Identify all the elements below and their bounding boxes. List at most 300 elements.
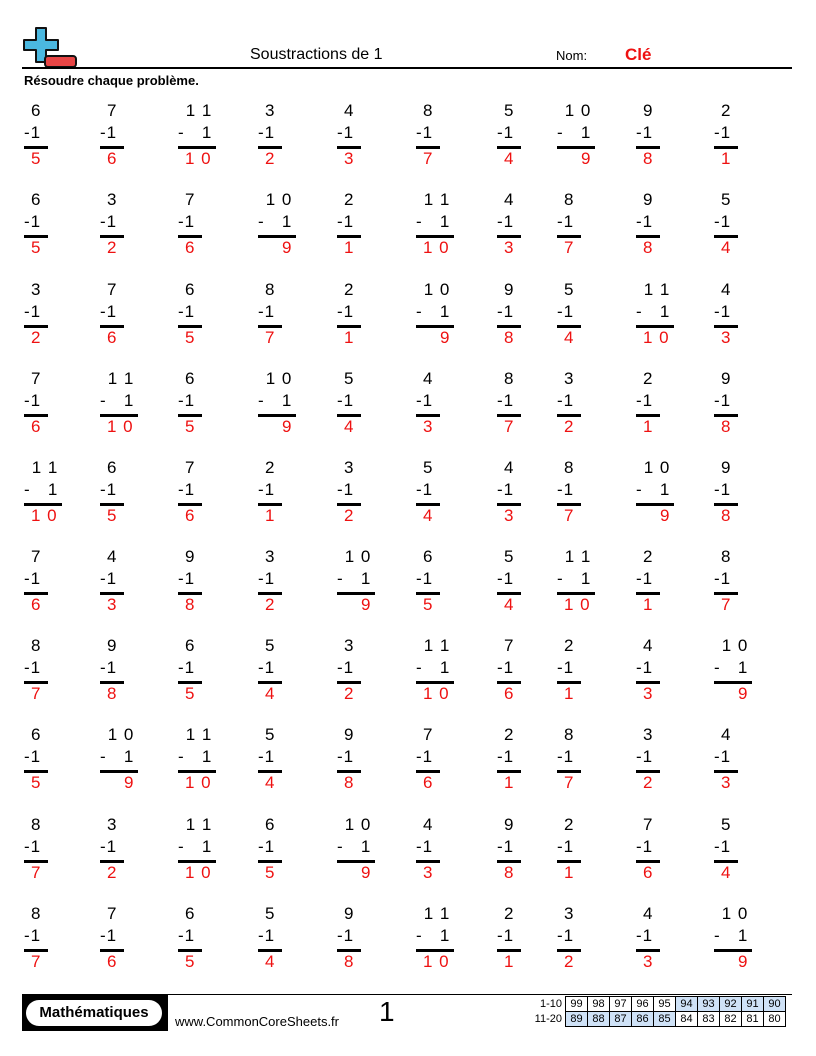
answer: 1 — [564, 863, 575, 882]
minuend: 1 0 — [102, 725, 135, 744]
score-cell: 93 — [698, 997, 720, 1012]
minuend: 1 1 — [418, 636, 451, 655]
minuend: 8 — [564, 458, 575, 477]
answer: 5 — [31, 149, 42, 168]
answer: 7 — [31, 952, 42, 971]
subtrahend: -1 — [557, 212, 575, 231]
subtrahend: - 1 — [100, 391, 135, 410]
minuend: 1 0 — [339, 815, 372, 834]
problem — [416, 815, 476, 893]
problem — [337, 190, 397, 268]
answer: 9 — [282, 238, 293, 257]
problem — [497, 280, 557, 358]
instructions: Résoudre chaque problème. — [24, 73, 199, 88]
subtrahend: -1 — [636, 569, 654, 588]
answer: 5 — [185, 417, 196, 436]
problem — [337, 725, 397, 803]
subtrahend: - 1 — [337, 837, 372, 856]
subtrahend: -1 — [337, 123, 355, 142]
answer: 2 — [31, 328, 42, 347]
answer: 5 — [107, 506, 118, 525]
minuend: 1 1 — [180, 815, 213, 834]
subtrahend: -1 — [636, 391, 654, 410]
answer: 1 — [265, 506, 276, 525]
problem — [636, 547, 696, 625]
problem — [636, 280, 696, 358]
minuend: 5 — [265, 725, 276, 744]
problem — [497, 547, 557, 625]
subtrahend: -1 — [100, 926, 118, 945]
subtrahend: -1 — [557, 837, 575, 856]
answer: 9 — [660, 506, 671, 525]
problem — [100, 904, 160, 982]
problem — [557, 904, 617, 982]
subtrahend: -1 — [497, 480, 515, 499]
answer: 2 — [564, 952, 575, 971]
subtrahend: -1 — [100, 837, 118, 856]
subtrahend: -1 — [178, 391, 196, 410]
problem — [557, 815, 617, 893]
problem — [497, 101, 557, 179]
score-cell: 84 — [676, 1012, 698, 1027]
subtrahend: -1 — [258, 123, 276, 142]
subtrahend: -1 — [497, 391, 515, 410]
subtrahend: - 1 — [557, 569, 592, 588]
minuend: 3 — [643, 725, 654, 744]
minuend: 4 — [504, 190, 515, 209]
minuend: 9 — [504, 815, 515, 834]
name-value: Clé — [625, 45, 652, 64]
subtrahend: -1 — [24, 569, 42, 588]
minuend: 3 — [107, 190, 118, 209]
problem — [337, 904, 397, 982]
score-cell: 88 — [588, 1012, 610, 1027]
minuend: 6 — [31, 101, 42, 120]
answer: 3 — [107, 595, 118, 614]
score-row — [524, 1012, 786, 1027]
answer: 1 — [344, 238, 355, 257]
minuend: 9 — [721, 458, 732, 477]
subtrahend: -1 — [178, 926, 196, 945]
answer: 3 — [721, 328, 732, 347]
minuend: 1 1 — [418, 190, 451, 209]
score-cell: 90 — [764, 997, 786, 1012]
subtrahend: -1 — [178, 302, 196, 321]
minuend: 1 1 — [180, 101, 213, 120]
problem — [24, 280, 84, 358]
subtrahend: - 1 — [178, 123, 213, 142]
minuend: 1 1 — [559, 547, 592, 566]
problem — [557, 547, 617, 625]
minuend: 6 — [185, 904, 196, 923]
problem — [714, 636, 774, 714]
problem — [258, 904, 318, 982]
problem — [636, 636, 696, 714]
problem — [24, 190, 84, 268]
subtrahend: -1 — [557, 480, 575, 499]
problem — [714, 458, 774, 536]
minuend: 5 — [564, 280, 575, 299]
minuend: 6 — [185, 636, 196, 655]
answer: 2 — [643, 773, 654, 792]
minuend: 4 — [721, 725, 732, 744]
subtrahend: -1 — [497, 302, 515, 321]
minuend: 7 — [423, 725, 434, 744]
subtrahend: - 1 — [636, 480, 671, 499]
minuend: 5 — [265, 904, 276, 923]
problem — [497, 815, 557, 893]
subtrahend: - 1 — [337, 569, 372, 588]
problem — [258, 280, 318, 358]
score-cell: 97 — [610, 997, 632, 1012]
minuend: 7 — [31, 369, 42, 388]
answer: 4 — [423, 506, 434, 525]
problem — [258, 369, 318, 447]
minuend: 2 — [344, 280, 355, 299]
problem — [557, 190, 617, 268]
minuend: 8 — [564, 190, 575, 209]
subtrahend: -1 — [636, 212, 654, 231]
minuend: 6 — [185, 369, 196, 388]
subtrahend: - 1 — [714, 926, 749, 945]
minuend: 2 — [721, 101, 732, 120]
problem — [337, 458, 397, 536]
minuend: 6 — [265, 815, 276, 834]
minuend: 4 — [504, 458, 515, 477]
problem — [178, 190, 238, 268]
subtrahend: -1 — [636, 837, 654, 856]
problem — [416, 458, 476, 536]
answer: 1 0 — [643, 328, 670, 347]
score-cell: 89 — [566, 1012, 588, 1027]
minuend: 8 — [504, 369, 515, 388]
subtrahend: -1 — [24, 747, 42, 766]
problem — [714, 280, 774, 358]
score-row-label: 1-10 — [539, 998, 562, 1010]
minuend: 7 — [107, 904, 118, 923]
answer: 5 — [31, 238, 42, 257]
subtrahend: -1 — [557, 391, 575, 410]
subtrahend: -1 — [714, 391, 732, 410]
minuend: 4 — [643, 636, 654, 655]
subtrahend: -1 — [100, 302, 118, 321]
minuend: 9 — [643, 101, 654, 120]
answer: 4 — [721, 863, 732, 882]
minuend: 2 — [504, 725, 515, 744]
answer: 5 — [185, 328, 196, 347]
minuend: 7 — [107, 280, 118, 299]
problem — [337, 815, 397, 893]
problem — [497, 458, 557, 536]
answer: 3 — [423, 863, 434, 882]
minuend: 2 — [265, 458, 276, 477]
problem — [100, 547, 160, 625]
subtrahend: -1 — [337, 480, 355, 499]
answer: 8 — [643, 238, 654, 257]
minuend: 2 — [643, 369, 654, 388]
answer: 2 — [344, 684, 355, 703]
problem — [337, 636, 397, 714]
minuend: 3 — [564, 904, 575, 923]
minuend: 4 — [423, 369, 434, 388]
problem — [178, 815, 238, 893]
problem — [100, 458, 160, 536]
subtrahend: - 1 — [178, 837, 213, 856]
problem — [557, 725, 617, 803]
minuend: 7 — [185, 190, 196, 209]
answer: 8 — [344, 952, 355, 971]
answer: 6 — [107, 952, 118, 971]
minuend: 2 — [564, 636, 575, 655]
answer: 8 — [721, 506, 732, 525]
subtrahend: -1 — [636, 747, 654, 766]
minuend: 1 0 — [339, 547, 372, 566]
answer: 2 — [344, 506, 355, 525]
minuend: 4 — [643, 904, 654, 923]
problem — [557, 280, 617, 358]
answer: 3 — [643, 684, 654, 703]
score-row — [524, 997, 786, 1012]
answer: 9 — [738, 684, 749, 703]
subtrahend: -1 — [714, 212, 732, 231]
minuend: 9 — [344, 725, 355, 744]
answer: 1 — [564, 684, 575, 703]
answer: 1 — [721, 149, 732, 168]
problem — [497, 369, 557, 447]
subtrahend: -1 — [100, 123, 118, 142]
minuend: 5 — [721, 190, 732, 209]
problem — [416, 725, 476, 803]
score-cell: 91 — [742, 997, 764, 1012]
score-cell: 98 — [588, 997, 610, 1012]
header-divider — [22, 67, 792, 69]
subtrahend: -1 — [178, 658, 196, 677]
problem — [100, 815, 160, 893]
answer: 8 — [504, 328, 515, 347]
minuend: 1 0 — [418, 280, 451, 299]
score-table — [524, 996, 786, 1027]
subtrahend: -1 — [497, 747, 515, 766]
problem — [416, 190, 476, 268]
site-url: www.CommonCoreSheets.fr — [175, 1014, 339, 1029]
problem — [636, 904, 696, 982]
answer: 9 — [440, 328, 451, 347]
problem — [258, 458, 318, 536]
subtrahend: -1 — [636, 658, 654, 677]
minuend: 5 — [504, 547, 515, 566]
subtrahend: -1 — [178, 212, 196, 231]
subtrahend: -1 — [258, 658, 276, 677]
problem — [258, 101, 318, 179]
answer: 7 — [31, 863, 42, 882]
answer: 8 — [721, 417, 732, 436]
problem — [178, 636, 238, 714]
answer: 3 — [344, 149, 355, 168]
answer: 7 — [564, 506, 575, 525]
problem — [636, 101, 696, 179]
answer: 1 — [344, 328, 355, 347]
problem — [100, 101, 160, 179]
answer: 6 — [504, 684, 515, 703]
minuend: 3 — [107, 815, 118, 834]
problem — [714, 369, 774, 447]
minuend: 3 — [265, 547, 276, 566]
subtrahend: -1 — [24, 837, 42, 856]
problem — [24, 725, 84, 803]
answer: 9 — [361, 595, 372, 614]
answer: 2 — [564, 417, 575, 436]
subtrahend: -1 — [100, 480, 118, 499]
score-cell: 85 — [654, 1012, 676, 1027]
minuend: 4 — [107, 547, 118, 566]
minuend: 1 1 — [102, 369, 135, 388]
minuend: 1 0 — [260, 190, 293, 209]
answer: 7 — [721, 595, 732, 614]
answer: 3 — [423, 417, 434, 436]
answer: 1 — [504, 952, 515, 971]
problem — [337, 101, 397, 179]
answer: 3 — [504, 238, 515, 257]
problem — [557, 101, 617, 179]
minuend: 5 — [344, 369, 355, 388]
problem — [497, 636, 557, 714]
minuend: 7 — [504, 636, 515, 655]
answer: 5 — [185, 684, 196, 703]
minuend: 1 0 — [260, 369, 293, 388]
problem — [100, 369, 160, 447]
subtrahend: - 1 — [416, 302, 451, 321]
score-cell: 87 — [610, 1012, 632, 1027]
answer: 1 0 — [185, 149, 212, 168]
subtrahend: -1 — [24, 302, 42, 321]
subtrahend: -1 — [636, 123, 654, 142]
minuend: 6 — [185, 280, 196, 299]
minuend: 8 — [721, 547, 732, 566]
subtrahend: -1 — [416, 391, 434, 410]
answer: 9 — [124, 773, 135, 792]
subtrahend: -1 — [24, 391, 42, 410]
problem — [416, 904, 476, 982]
minuend: 1 1 — [638, 280, 671, 299]
problem — [497, 190, 557, 268]
score-cell: 86 — [632, 1012, 654, 1027]
answer: 4 — [265, 684, 276, 703]
problem — [24, 636, 84, 714]
plus-minus-logo-icon — [22, 26, 78, 70]
subtrahend: -1 — [557, 926, 575, 945]
subtrahend: -1 — [337, 302, 355, 321]
answer: 4 — [504, 149, 515, 168]
subtrahend: - 1 — [557, 123, 592, 142]
subtrahend: -1 — [714, 837, 732, 856]
problem — [178, 904, 238, 982]
problem — [178, 369, 238, 447]
subtrahend: - 1 — [416, 212, 451, 231]
answer: 7 — [564, 238, 575, 257]
subtrahend: -1 — [416, 123, 434, 142]
subtrahend: - 1 — [258, 212, 293, 231]
answer: 4 — [265, 952, 276, 971]
minuend: 6 — [107, 458, 118, 477]
subtrahend: -1 — [497, 926, 515, 945]
minuend: 7 — [107, 101, 118, 120]
minuend: 6 — [423, 547, 434, 566]
minuend: 2 — [344, 190, 355, 209]
subtrahend: -1 — [416, 747, 434, 766]
subtrahend: -1 — [497, 569, 515, 588]
brand-label: Mathématiques — [26, 1000, 162, 1026]
subtrahend: - 1 — [178, 747, 213, 766]
problem — [714, 190, 774, 268]
answer: 1 0 — [423, 952, 450, 971]
answer: 4 — [265, 773, 276, 792]
minuend: 9 — [721, 369, 732, 388]
minuend: 8 — [423, 101, 434, 120]
subtrahend: -1 — [100, 658, 118, 677]
answer: 6 — [107, 328, 118, 347]
answer: 1 0 — [185, 863, 212, 882]
answer: 4 — [344, 417, 355, 436]
answer: 1 0 — [107, 417, 134, 436]
answer: 5 — [423, 595, 434, 614]
answer: 6 — [185, 506, 196, 525]
problem — [337, 369, 397, 447]
problem — [24, 101, 84, 179]
subtrahend: -1 — [337, 747, 355, 766]
minuend: 5 — [721, 815, 732, 834]
minuend: 1 1 — [180, 725, 213, 744]
answer: 3 — [721, 773, 732, 792]
answer: 6 — [107, 149, 118, 168]
answer: 2 — [265, 149, 276, 168]
subtrahend: -1 — [258, 302, 276, 321]
answer: 7 — [564, 773, 575, 792]
problem — [636, 458, 696, 536]
subtrahend: -1 — [24, 658, 42, 677]
problem — [636, 725, 696, 803]
minuend: 1 0 — [716, 636, 749, 655]
subtrahend: -1 — [258, 926, 276, 945]
score-cell: 94 — [676, 997, 698, 1012]
minuend: 9 — [107, 636, 118, 655]
answer: 7 — [265, 328, 276, 347]
answer: 5 — [31, 773, 42, 792]
answer: 9 — [282, 417, 293, 436]
minuend: 4 — [344, 101, 355, 120]
problem — [337, 280, 397, 358]
subtrahend: -1 — [258, 480, 276, 499]
subtrahend: - 1 — [24, 480, 59, 499]
minuend: 9 — [504, 280, 515, 299]
problem — [416, 369, 476, 447]
subtrahend: -1 — [497, 123, 515, 142]
subtrahend: -1 — [416, 569, 434, 588]
subtrahend: -1 — [258, 747, 276, 766]
score-row-label: 11-20 — [534, 1013, 562, 1025]
score-cell: 80 — [764, 1012, 786, 1027]
subtrahend: -1 — [714, 569, 732, 588]
subtrahend: -1 — [337, 658, 355, 677]
answer: 7 — [504, 417, 515, 436]
subtrahend: -1 — [497, 837, 515, 856]
problem — [416, 101, 476, 179]
minuend: 5 — [504, 101, 515, 120]
minuend: 3 — [344, 636, 355, 655]
subtrahend: -1 — [337, 212, 355, 231]
answer: 9 — [361, 863, 372, 882]
answer: 8 — [344, 773, 355, 792]
problem — [557, 458, 617, 536]
